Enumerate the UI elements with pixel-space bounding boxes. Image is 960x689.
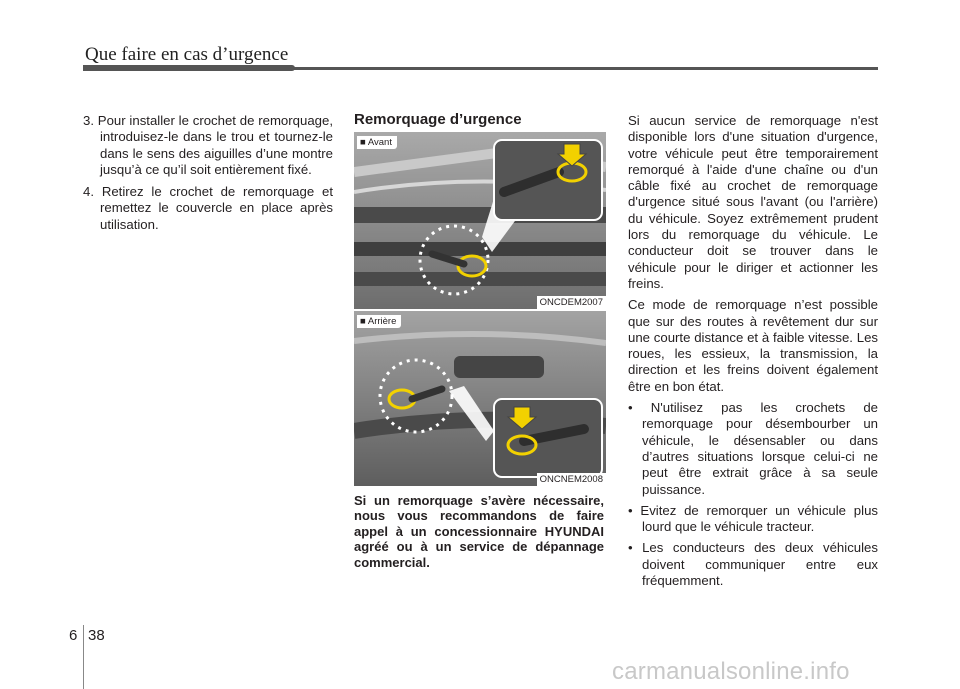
footer-divider [83,625,84,689]
rear-bumper-illustration [354,311,606,486]
figure-code: ONCNEM2008 [537,473,606,486]
left-column [83,113,333,239]
watermark: carmanualsonline.info [612,658,850,685]
right-column [628,113,878,594]
figure-code: ONCDEM2007 [537,296,606,309]
figure-label: ■ Avant [357,136,397,149]
recommendation-text: Si un remorquage s’avère nécessaire, nous vous recommandons de faire appel à un concessionnaire HYUNDAI agréé ou à un service de dépannage commercial. [354,493,604,570]
header-rule-accent [83,65,295,71]
front-tow-hook-figure [354,132,606,309]
instruction-step: 3. Pour installer le crochet de remorquage, introduisez-le dans le trou et tournez-le dans le sens des aiguilles d’une montre jusqu’à ce qu’il soit entièrement fixé. [83,113,333,177]
bullet-item: • Evitez de remorquer un véhicule plus lourd que le véhicule tracteur. [628,502,878,535]
instruction-step: 4. Retirez le crochet de remorquage et remettez le couvercle en place après utilisation. [83,184,333,232]
figure-label: ■ Arrière [357,315,401,328]
bullet-item: • Les conducteurs des deux véhicules doivent communiquer entre eux fréquemment. [628,540,878,589]
paragraph: Si aucun service de remorquage n'est disponible lors d'une situation d'urgence, votre véhicule peut être temporairement remorqué à l'aide d'une chaîne ou d'un câble fixé au crochet de remorquage d'urgence situé sous l'avant (ou l'arrière) du véhicule. Soyez extrêmement prudent lors du remorquage du véhicule. Le conducteur doit se trouver dans le véhicule pour le diriger et actionner les freins. [628,113,878,291]
paragraph: Ce mode de remorquage n’est possible que sur des routes à revêtement dur sur une courte distance et à faible vitesse. Les roues, les essieux, la transmission, la direction et les freins doivent également être en bon état. [628,297,878,394]
bullet-item: • N'utilisez pas les crochets de remorquage pour désembourber un véhicule, le désensabler ou dans d’autres situations lorsque celui-ci ne peut être extrait grâce à sa seule puissance. [628,400,878,497]
page-number: 38 [88,627,105,644]
page-header-title: Que faire en cas d’urgence [85,44,289,65]
section-number: 6 [69,627,78,644]
section-heading: Remorquage d’urgence [354,111,522,128]
rear-tow-hook-figure [354,311,606,486]
front-bumper-illustration [354,132,606,309]
